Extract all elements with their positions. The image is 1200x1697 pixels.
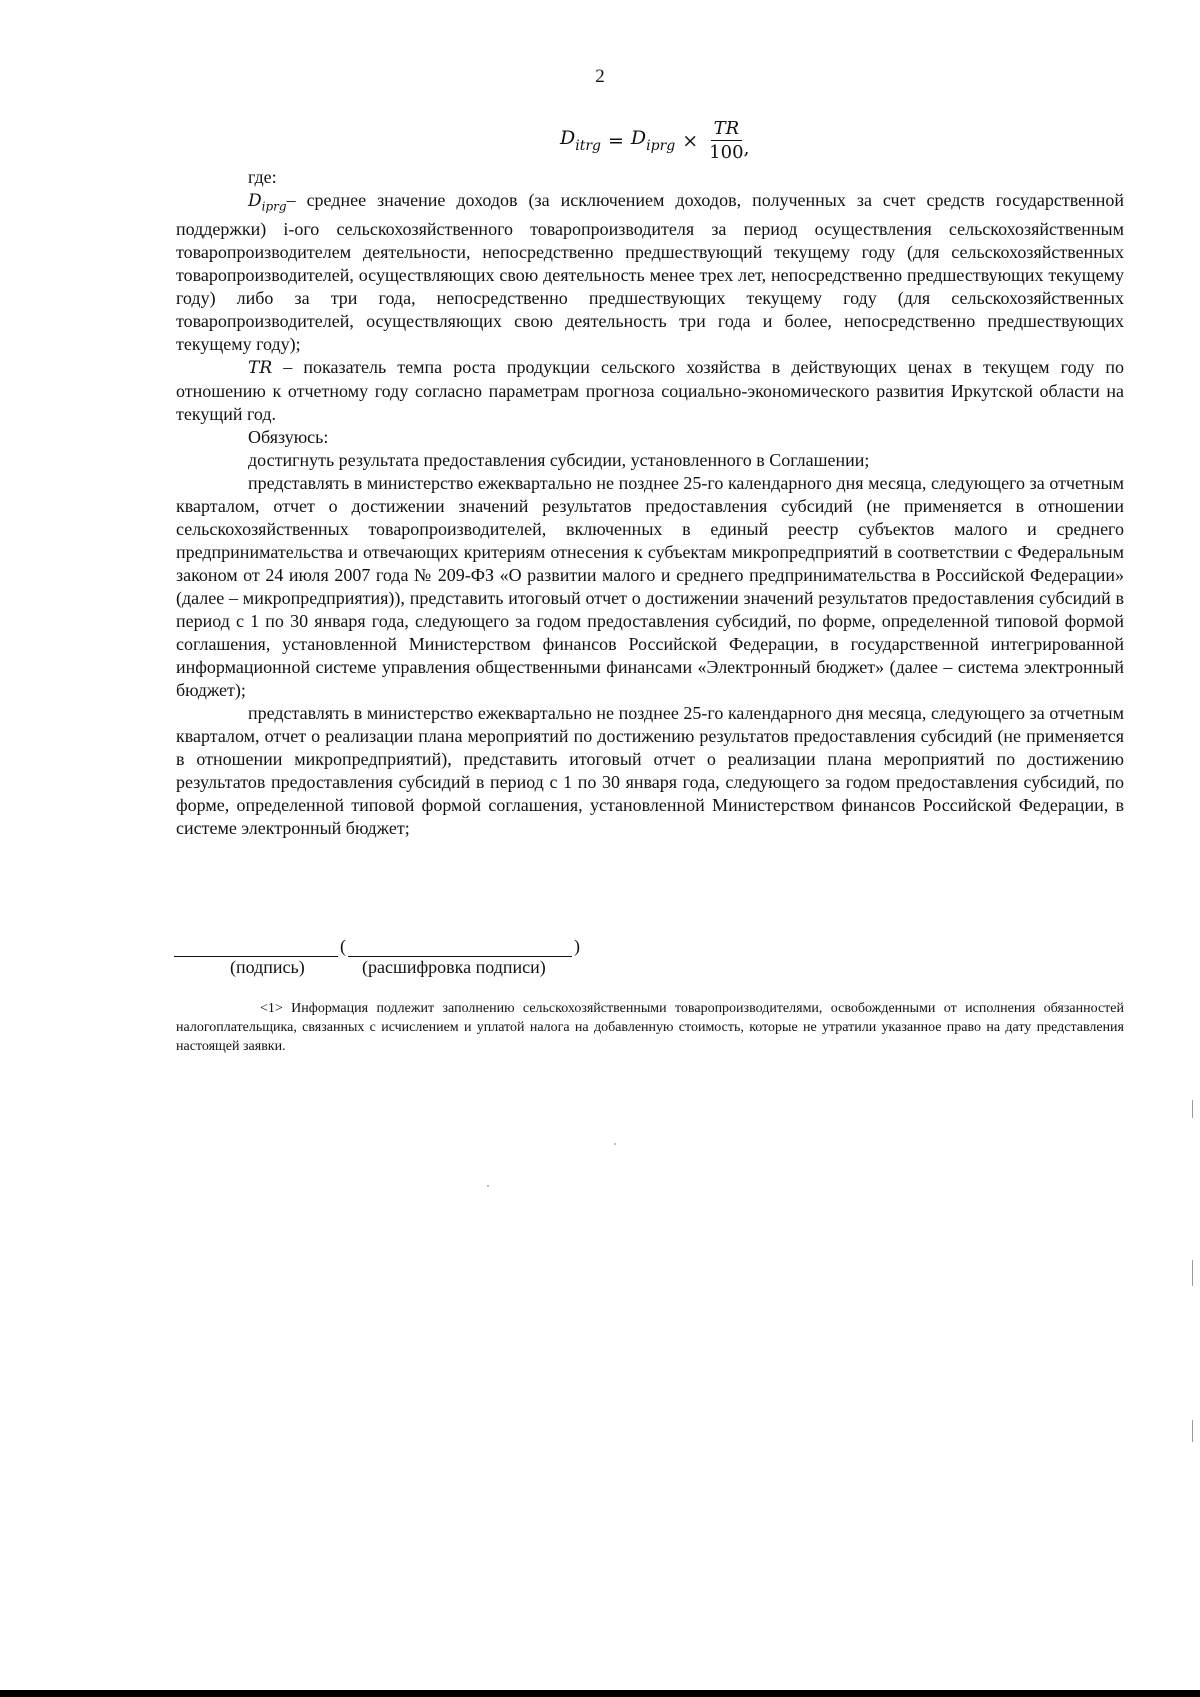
signature-block: [174, 935, 582, 981]
signature-decoding-line[interactable]: [348, 938, 572, 957]
obligation-item: представлять в министерство ежеквартально не позднее 25-го календарного дня месяца, следующего за отчетным кварталом, отчет о достижении значений результатов предоставления субсидий (не применяется в отношении сельскохозяйственных товаропроизводителей, включенных в единый реестр субъектов малого и среднего предпринимательства и отвечающих критериям отнесения к субъектам микропредприятий в соответствии с Федеральным законом от 24 июля 2007 года № 209-ФЗ «О развитии малого и среднего предпринимательства в Российской Федерации» (далее – микропредприятия)), представить итоговый отчет о достижении значений результатов предоставления субсидий в период с 1 по 30 января года, следующего за годом предоставления субсидий, по форме, определенной типовой формой соглашения, установленной Министерством финансов Российской Федерации, в государственной интегрированной информационной системе управления общественными финансами «Электронный бюджет» (далее – система электронный бюджет);: [176, 473, 1124, 701]
formula-lhs: $D_{itrg}$: [560, 127, 601, 154]
formula: [560, 118, 750, 163]
scan-edge-mark: [1192, 1420, 1193, 1442]
definition-tr: TR – показатель темпа роста продукции сельского хозяйства в действующих ценах в текущем году по отношению к отчетному году согласно параметрам прогноза социально-экономического развития Иркутской области на текущий год.: [176, 357, 1124, 425]
scan-speck: [487, 1185, 489, 1187]
signature-decoding-caption: (расшифровка подписи): [362, 957, 546, 977]
scan-edge-mark: [1192, 1100, 1193, 1118]
obligation-item: представлять в министерство ежеквартально не позднее 25-го календарного дня месяца, следующего за отчетным кварталом, отчет о реализации плана мероприятий по достижению результатов предоставления субсидий (не применяется в отношении микропредприятий), представить итоговый отчет о реализации плана мероприятий по достижению результатов предоставления субсидий в период с 1 по 30 января года, следующего за годом предоставления субсидий, по форме, определенной типовой формой соглашения, установленной Министерством финансов Российской Федерации, в системе электронный бюджет;: [176, 703, 1124, 839]
scan-speck: [614, 1143, 616, 1145]
formula-times: ×: [682, 129, 699, 152]
footnote: <1> Информация подлежит заполнению сельскохозяйственными товаропроизводителями, освобожденными от исполнения обязанностей налогоплательщика, связанных с исчислением и уплатой налога на добавленную стоимость, которые не утратили указанное право на дату представления настоящей заявки.: [176, 1001, 1124, 1054]
formula-trailing: ,: [743, 137, 750, 159]
obligations-heading: Обязуюсь:: [248, 427, 329, 448]
formula-numerator: TR: [711, 118, 743, 141]
scan-edge-mark: [1192, 1260, 1193, 1286]
scan-bottom-edge: [0, 1690, 1200, 1697]
close-paren: ): [574, 936, 580, 956]
formula-equals: =: [608, 129, 624, 152]
page-number: 2: [595, 66, 605, 87]
signature-line[interactable]: [174, 938, 338, 957]
var-tr: TR: [248, 358, 273, 379]
formula-denominator: 100: [709, 142, 744, 163]
definition-diprg: $D_{iprg}-$ среднее значение доходов (за исключением доходов, полученных за счет средств государственной поддержки) i-ого сельскохозяйственного товаропроизводителя за период осуществления сельскохозяйственным товаропроизводителем деятельности, непосредственно предшествующий текущему году (для сельскохозяйственных товаропроизводителей, осуществляющих свою деятельность менее трех лет, непосредственно предшествующих текущему году) либо за три года, непосредственно предшествующих текущему году (для сельскохозяйственных товаропроизводителей, осуществляющих свою деятельность три года и более, непосредственно предшествующих текущему году);: [176, 190, 1124, 355]
body-text: [176, 166, 1124, 840]
var-diprg: $D_{iprg}$: [248, 191, 287, 214]
open-paren: (: [340, 936, 346, 956]
obligation-item: достигнуть результата предоставления субсидии, установленного в Соглашении;: [248, 450, 870, 471]
formula-rhs: $D_{iprg}$: [630, 127, 676, 154]
formula-fraction: [709, 118, 743, 163]
signature-caption: (подпись): [230, 957, 305, 977]
intro-label: где:: [248, 167, 277, 187]
